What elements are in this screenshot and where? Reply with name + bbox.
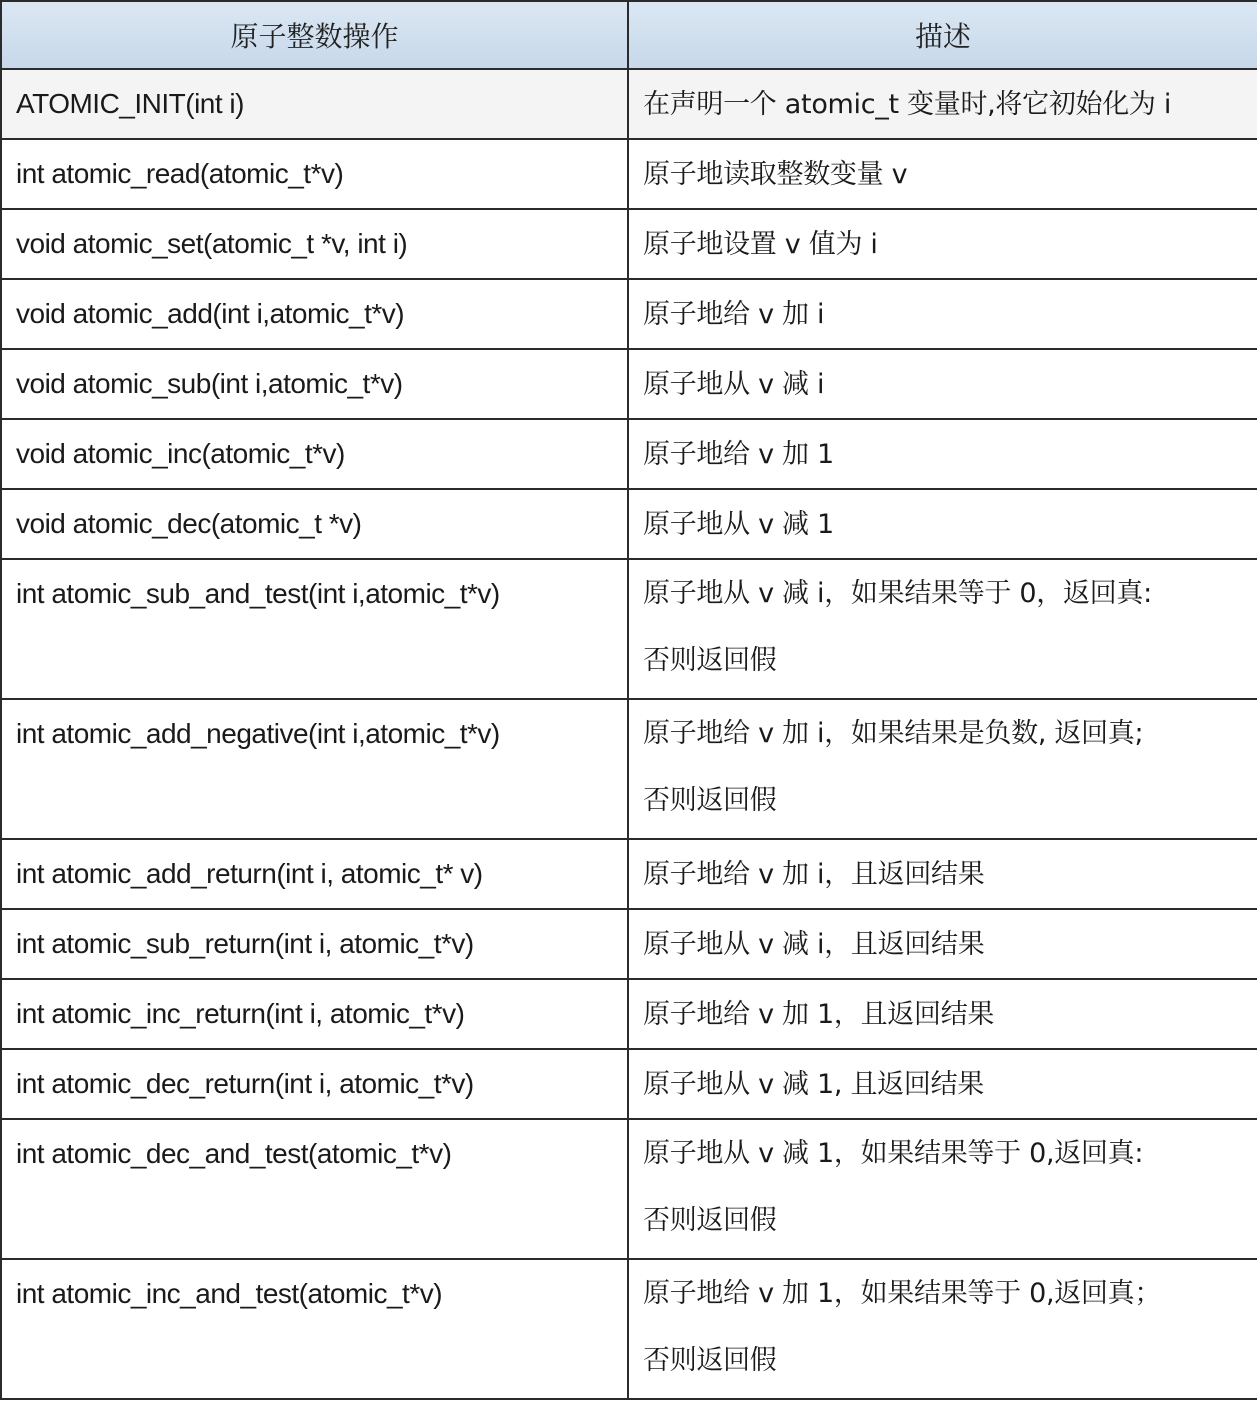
description-cell (628, 419, 1257, 489)
operation-cell: void atomic_add(int i,atomic_t*v) (1, 279, 628, 349)
description-cell (628, 279, 1257, 349)
description-text: 原子地给 v 加 1，且返回结果 (643, 998, 995, 1030)
description-text: 原子地从 v 减 i，且返回结果 (643, 928, 985, 960)
table-row (1, 209, 1257, 279)
description-text: 原子地设置 v 值为 i (643, 228, 878, 260)
table-row (1, 489, 1257, 559)
table-row (1, 979, 1257, 1049)
table-row (1, 139, 1257, 209)
description-text: 否则返回假 (643, 785, 777, 816)
table-row (1, 279, 1257, 349)
table-row (1, 69, 1257, 139)
table-row (1, 1259, 1257, 1399)
description-text: 原子地给 v 加 1 (643, 438, 834, 470)
operation-cell: int atomic_read(atomic_t*v) (1, 139, 628, 209)
description-text: 原子地给 v 加 1，如果结果等于 0,返回真； (643, 1278, 1162, 1309)
description-cell (628, 979, 1257, 1049)
operation-cell: int atomic_inc_and_test(atomic_t*v) (1, 1259, 628, 1399)
description-cell (628, 209, 1257, 279)
header-description: 描述 (628, 1, 1257, 69)
table-row (1, 909, 1257, 979)
table-row (1, 419, 1257, 489)
table-row (1, 559, 1257, 699)
description-cell (628, 699, 1257, 839)
description-cell (628, 1049, 1257, 1119)
header-operation: 原子整数操作 (1, 1, 628, 69)
description-text: 原子地给 v 加 i (643, 298, 825, 330)
description-text: 原子地读取整数变量 v (643, 158, 908, 190)
table-row (1, 1049, 1257, 1119)
operation-cell: int atomic_sub_and_test(int i,atomic_t*v) (1, 559, 628, 699)
description-cell (628, 69, 1257, 139)
table-header-row (1, 1, 1257, 69)
description-cell (628, 489, 1257, 559)
operation-cell: void atomic_inc(atomic_t*v) (1, 419, 628, 489)
description-text: 否则返回假 (643, 1345, 777, 1376)
operation-cell: int atomic_add_return(int i, atomic_t* v) (1, 839, 628, 909)
description-text: 原子地从 v 减 i，如果结果等于 0，返回真: (643, 578, 1152, 609)
operation-cell: int atomic_dec_and_test(atomic_t*v) (1, 1119, 628, 1259)
description-cell (628, 559, 1257, 699)
description-text: 原子地从 v 减 i (643, 368, 825, 400)
description-text: 否则返回假 (643, 1205, 777, 1236)
description-cell (628, 839, 1257, 909)
description-cell (628, 1259, 1257, 1399)
description-cell (628, 349, 1257, 419)
operation-cell: void atomic_set(atomic_t *v, int i) (1, 209, 628, 279)
table-row (1, 1119, 1257, 1259)
operation-cell: int atomic_dec_return(int i, atomic_t*v) (1, 1049, 628, 1119)
description-text: 否则返回假 (643, 645, 777, 676)
table-row (1, 699, 1257, 839)
operation-cell: void atomic_dec(atomic_t *v) (1, 489, 628, 559)
operation-cell: void atomic_sub(int i,atomic_t*v) (1, 349, 628, 419)
table-row (1, 839, 1257, 909)
description-text: 原子地从 v 减 1，如果结果等于 0,返回真: (643, 1138, 1144, 1169)
description-text: 原子地从 v 减 1, 且返回结果 (643, 1068, 984, 1100)
table-row (1, 349, 1257, 419)
operation-cell: ATOMIC_INIT(int i) (1, 69, 628, 139)
description-text: 原子地从 v 减 1 (643, 508, 834, 540)
description-cell (628, 139, 1257, 209)
description-text: 原子地给 v 加 i，如果结果是负数, 返回真; (643, 718, 1144, 749)
description-cell (628, 1119, 1257, 1259)
description-text: 原子地给 v 加 i，且返回结果 (643, 858, 985, 890)
operation-cell: int atomic_inc_return(int i, atomic_t*v) (1, 979, 628, 1049)
description-text: 在声明一个 atomic_t 变量时,将它初始化为 i (643, 88, 1172, 120)
operation-cell: int atomic_add_negative(int i,atomic_t*v) (1, 699, 628, 839)
operation-cell: int atomic_sub_return(int i, atomic_t*v) (1, 909, 628, 979)
description-cell (628, 909, 1257, 979)
